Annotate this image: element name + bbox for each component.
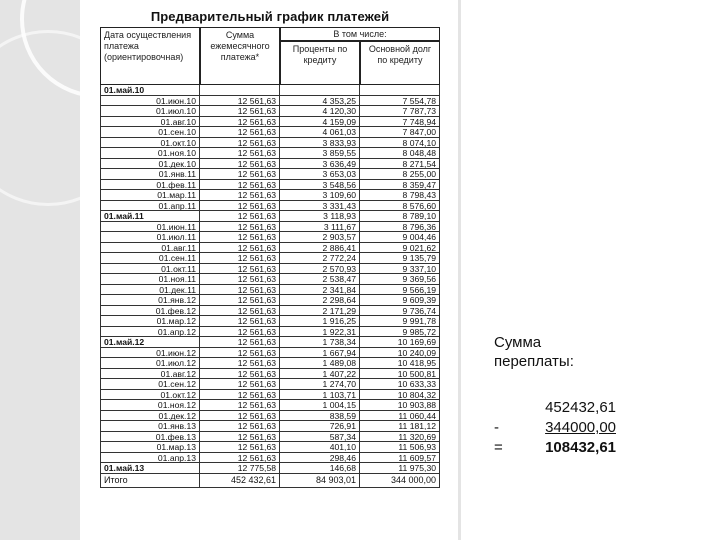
- table-row: [100, 253, 440, 264]
- cell-date: 01.мар.12: [100, 316, 200, 326]
- cell-principal: 8 576,60: [360, 201, 440, 211]
- cell-payment: 12 561,63: [200, 453, 280, 463]
- table-row: [100, 222, 440, 233]
- cell-interest: 3 331,43: [280, 201, 360, 211]
- calc-line-total: [494, 398, 616, 418]
- table-row: [100, 369, 440, 380]
- cell-principal: 11 060,44: [360, 411, 440, 421]
- total-principal: 344 000,00: [360, 474, 440, 487]
- cell-interest: 2 341,84: [280, 285, 360, 295]
- cell-principal: 9 369,56: [360, 274, 440, 284]
- cell-date: 01.сен.12: [100, 379, 200, 389]
- cell-payment: 12 561,63: [200, 432, 280, 442]
- cell-payment: 12 561,63: [200, 390, 280, 400]
- table-row: [100, 148, 440, 159]
- cell-principal: 11 320,69: [360, 432, 440, 442]
- cell-date: 01.июн.10: [100, 96, 200, 106]
- cell-payment: 12 561,63: [200, 369, 280, 379]
- table-row: [100, 306, 440, 317]
- cell-payment: 12 561,63: [200, 274, 280, 284]
- cell-payment: 12 561,63: [200, 285, 280, 295]
- cell-date: 01.июн.11: [100, 222, 200, 232]
- cell-interest: 2 903,57: [280, 232, 360, 242]
- cell-interest: 3 109,60: [280, 190, 360, 200]
- table-row: [100, 348, 440, 359]
- calc-total-paid: 452432,61: [545, 399, 616, 416]
- cell-payment: 12 561,63: [200, 243, 280, 253]
- cell-interest: 4 061,03: [280, 127, 360, 137]
- overpayment-summary: [494, 333, 604, 371]
- table-row: [100, 274, 440, 285]
- cell-date: 01.дек.12: [100, 411, 200, 421]
- cell-date: 01.ноя.10: [100, 148, 200, 158]
- cell-principal: 11 181,12: [360, 421, 440, 431]
- table-row: [100, 159, 440, 170]
- cell-payment: 12 561,63: [200, 411, 280, 421]
- calc-line-result: [494, 438, 616, 458]
- cell-date: 01.окт.12: [100, 390, 200, 400]
- table-row: [100, 190, 440, 201]
- cell-date: 01.янв.11: [100, 169, 200, 179]
- cell-date: 01.окт.11: [100, 264, 200, 274]
- cell-payment: [200, 85, 280, 95]
- cell-date: 01.май.12: [100, 337, 200, 347]
- cell-date: 01.май.10: [100, 85, 200, 95]
- table-row: [100, 400, 440, 411]
- cell-principal: 10 500,81: [360, 369, 440, 379]
- cell-date: 01.фев.12: [100, 306, 200, 316]
- cell-interest: 3 636,49: [280, 159, 360, 169]
- cell-date: 01.сен.11: [100, 253, 200, 263]
- cell-interest: 2 772,24: [280, 253, 360, 263]
- cell-date: 01.мар.13: [100, 442, 200, 452]
- cell-payment: 12 561,63: [200, 190, 280, 200]
- total-payment: 452 432,61: [200, 474, 280, 487]
- cell-principal: 11 506,93: [360, 442, 440, 452]
- table-row: [100, 411, 440, 422]
- cell-interest: 1 922,31: [280, 327, 360, 337]
- table-row: [100, 390, 440, 401]
- table-row: [100, 337, 440, 348]
- cell-date: 01.ноя.12: [100, 400, 200, 410]
- overpayment-label: Сумма переплаты:: [494, 334, 574, 370]
- cell-interest: 2 538,47: [280, 274, 360, 284]
- cell-interest: 3 833,93: [280, 138, 360, 148]
- cell-payment: 12 775,58: [200, 463, 280, 473]
- table-row: [100, 327, 440, 338]
- table-row: [100, 243, 440, 254]
- cell-payment: 12 561,63: [200, 358, 280, 368]
- cell-payment: 12 561,63: [200, 306, 280, 316]
- cell-interest: 2 886,41: [280, 243, 360, 253]
- cell-date: 01.янв.13: [100, 421, 200, 431]
- cell-payment: 12 561,63: [200, 442, 280, 452]
- cell-interest: 298,46: [280, 453, 360, 463]
- cell-principal: 8 271,54: [360, 159, 440, 169]
- table-row: [100, 316, 440, 327]
- cell-principal: 8 789,10: [360, 211, 440, 221]
- table-row: [100, 211, 440, 222]
- header-date: Дата осуществления платежа (ориентировочная): [100, 27, 200, 85]
- sheet-title: Предварительный график платежей: [150, 9, 390, 24]
- cell-interest: 3 653,03: [280, 169, 360, 179]
- payment-schedule-sheet: [95, 0, 445, 540]
- cell-principal: 7 847,00: [360, 127, 440, 137]
- cell-interest: 2 298,64: [280, 295, 360, 305]
- cell-payment: 12 561,63: [200, 253, 280, 263]
- cell-payment: 12 561,63: [200, 96, 280, 106]
- cell-date: 01.май.13: [100, 463, 200, 473]
- cell-principal: 7 787,73: [360, 106, 440, 116]
- table-row: [100, 106, 440, 117]
- calc-loan-amount: 344000,00: [545, 419, 616, 436]
- cell-principal: 9 736,74: [360, 306, 440, 316]
- calc-overpayment: 108432,61: [545, 439, 616, 456]
- cell-interest: 4 159,09: [280, 117, 360, 127]
- header-of-which: В том числе:: [280, 27, 440, 41]
- cell-principal: 11 609,57: [360, 453, 440, 463]
- table-row: [100, 138, 440, 149]
- cell-principal: 8 074,10: [360, 138, 440, 148]
- cell-payment: 12 561,63: [200, 222, 280, 232]
- cell-payment: 12 561,63: [200, 159, 280, 169]
- table-row: [100, 201, 440, 212]
- table-total-row: [100, 474, 440, 488]
- cell-interest: 1 489,08: [280, 358, 360, 368]
- cell-interest: 2 171,29: [280, 306, 360, 316]
- cell-principal: 7 748,94: [360, 117, 440, 127]
- cell-principal: 9 004,46: [360, 232, 440, 242]
- cell-date: 01.июл.12: [100, 358, 200, 368]
- cell-payment: 12 561,63: [200, 327, 280, 337]
- cell-principal: 8 048,48: [360, 148, 440, 158]
- cell-interest: 3 859,55: [280, 148, 360, 158]
- header-interest: Проценты по кредиту: [280, 41, 360, 85]
- cell-principal: 8 359,47: [360, 180, 440, 190]
- cell-date: 01.июл.11: [100, 232, 200, 242]
- cell-principal: 10 169,69: [360, 337, 440, 347]
- cell-payment: 12 561,63: [200, 421, 280, 431]
- cell-date: 01.янв.12: [100, 295, 200, 305]
- cell-principal: 8 796,36: [360, 222, 440, 232]
- cell-payment: 12 561,63: [200, 295, 280, 305]
- cell-date: 01.авг.11: [100, 243, 200, 253]
- cell-date: 01.июл.10: [100, 106, 200, 116]
- table-row: [100, 379, 440, 390]
- table-row: [100, 232, 440, 243]
- cell-payment: 12 561,63: [200, 169, 280, 179]
- cell-interest: 2 570,93: [280, 264, 360, 274]
- cell-interest: 4 120,30: [280, 106, 360, 116]
- cell-principal: 9 609,39: [360, 295, 440, 305]
- cell-date: 01.авг.12: [100, 369, 200, 379]
- cell-principal: 10 903,88: [360, 400, 440, 410]
- cell-date: 01.июн.12: [100, 348, 200, 358]
- cell-principal: 9 985,72: [360, 327, 440, 337]
- cell-interest: 3 118,93: [280, 211, 360, 221]
- cell-interest: 146,68: [280, 463, 360, 473]
- table-row: [100, 442, 440, 453]
- cell-date: 01.дек.11: [100, 285, 200, 295]
- cell-interest: 1 916,25: [280, 316, 360, 326]
- cell-interest: 3 111,67: [280, 222, 360, 232]
- cell-principal: 7 554,78: [360, 96, 440, 106]
- total-interest: 84 903,01: [280, 474, 360, 487]
- overpayment-calc: [494, 398, 616, 458]
- decor-divider: [458, 0, 461, 540]
- table-row: [100, 463, 440, 474]
- cell-interest: 3 548,56: [280, 180, 360, 190]
- cell-interest: 1 004,15: [280, 400, 360, 410]
- cell-principal: 9 566,19: [360, 285, 440, 295]
- table-row: [100, 285, 440, 296]
- cell-payment: 12 561,63: [200, 127, 280, 137]
- cell-interest: 726,91: [280, 421, 360, 431]
- cell-date: 01.апр.12: [100, 327, 200, 337]
- cell-principal: 10 418,95: [360, 358, 440, 368]
- cell-principal: 8 255,00: [360, 169, 440, 179]
- cell-interest: 401,10: [280, 442, 360, 452]
- cell-principal: 10 240,09: [360, 348, 440, 358]
- cell-principal: 10 633,33: [360, 379, 440, 389]
- calc-line-loan: [494, 418, 616, 438]
- table-row: [100, 453, 440, 464]
- cell-payment: 12 561,63: [200, 138, 280, 148]
- header-payment: Сумма ежемесячного платежа*: [200, 27, 280, 85]
- cell-date: 01.авг.10: [100, 117, 200, 127]
- table-row: [100, 180, 440, 191]
- cell-payment: 12 561,63: [200, 106, 280, 116]
- cell-date: 01.ноя.11: [100, 274, 200, 284]
- cell-payment: 12 561,63: [200, 148, 280, 158]
- cell-interest: 1 667,94: [280, 348, 360, 358]
- equals-sign: =: [494, 439, 503, 456]
- cell-principal: [360, 85, 440, 95]
- minus-sign: -: [494, 419, 499, 436]
- cell-interest: 1 103,71: [280, 390, 360, 400]
- cell-interest: 1 407,22: [280, 369, 360, 379]
- cell-principal: 10 804,32: [360, 390, 440, 400]
- cell-payment: 12 561,63: [200, 379, 280, 389]
- cell-date: 01.апр.11: [100, 201, 200, 211]
- cell-interest: [280, 85, 360, 95]
- cell-date: 01.апр.13: [100, 453, 200, 463]
- cell-payment: 12 561,63: [200, 211, 280, 221]
- table-row: [100, 358, 440, 369]
- table-row: [100, 127, 440, 138]
- cell-payment: 12 561,63: [200, 232, 280, 242]
- table-row: [100, 295, 440, 306]
- cell-payment: 12 561,63: [200, 117, 280, 127]
- cell-payment: 12 561,63: [200, 180, 280, 190]
- table-row: [100, 85, 440, 96]
- cell-date: 01.фев.11: [100, 180, 200, 190]
- cell-payment: 12 561,63: [200, 348, 280, 358]
- table-row: [100, 432, 440, 443]
- cell-interest: 4 353,25: [280, 96, 360, 106]
- cell-date: 01.мар.11: [100, 190, 200, 200]
- cell-date: 01.окт.10: [100, 138, 200, 148]
- table-row: [100, 264, 440, 275]
- cell-principal: 9 021,62: [360, 243, 440, 253]
- cell-payment: 12 561,63: [200, 201, 280, 211]
- cell-payment: 12 561,63: [200, 337, 280, 347]
- cell-payment: 12 561,63: [200, 264, 280, 274]
- cell-date: 01.дек.10: [100, 159, 200, 169]
- cell-principal: 9 991,78: [360, 316, 440, 326]
- cell-principal: 11 975,30: [360, 463, 440, 473]
- cell-date: 01.фев.13: [100, 432, 200, 442]
- cell-date: 01.сен.10: [100, 127, 200, 137]
- cell-payment: 12 561,63: [200, 400, 280, 410]
- cell-interest: 1 274,70: [280, 379, 360, 389]
- total-label: Итого: [100, 474, 200, 487]
- cell-principal: 8 798,43: [360, 190, 440, 200]
- decor-left-bar: [0, 0, 80, 540]
- header-principal: Основной долг по кредиту: [360, 41, 440, 85]
- table-row: [100, 96, 440, 107]
- cell-payment: 12 561,63: [200, 316, 280, 326]
- schedule-rows: [100, 85, 440, 488]
- table-row: [100, 117, 440, 128]
- cell-interest: 1 738,34: [280, 337, 360, 347]
- table-row: [100, 421, 440, 432]
- cell-principal: 9 135,79: [360, 253, 440, 263]
- cell-interest: 587,34: [280, 432, 360, 442]
- table-row: [100, 169, 440, 180]
- cell-principal: 9 337,10: [360, 264, 440, 274]
- cell-interest: 838,59: [280, 411, 360, 421]
- cell-date: 01.май.11: [100, 211, 200, 221]
